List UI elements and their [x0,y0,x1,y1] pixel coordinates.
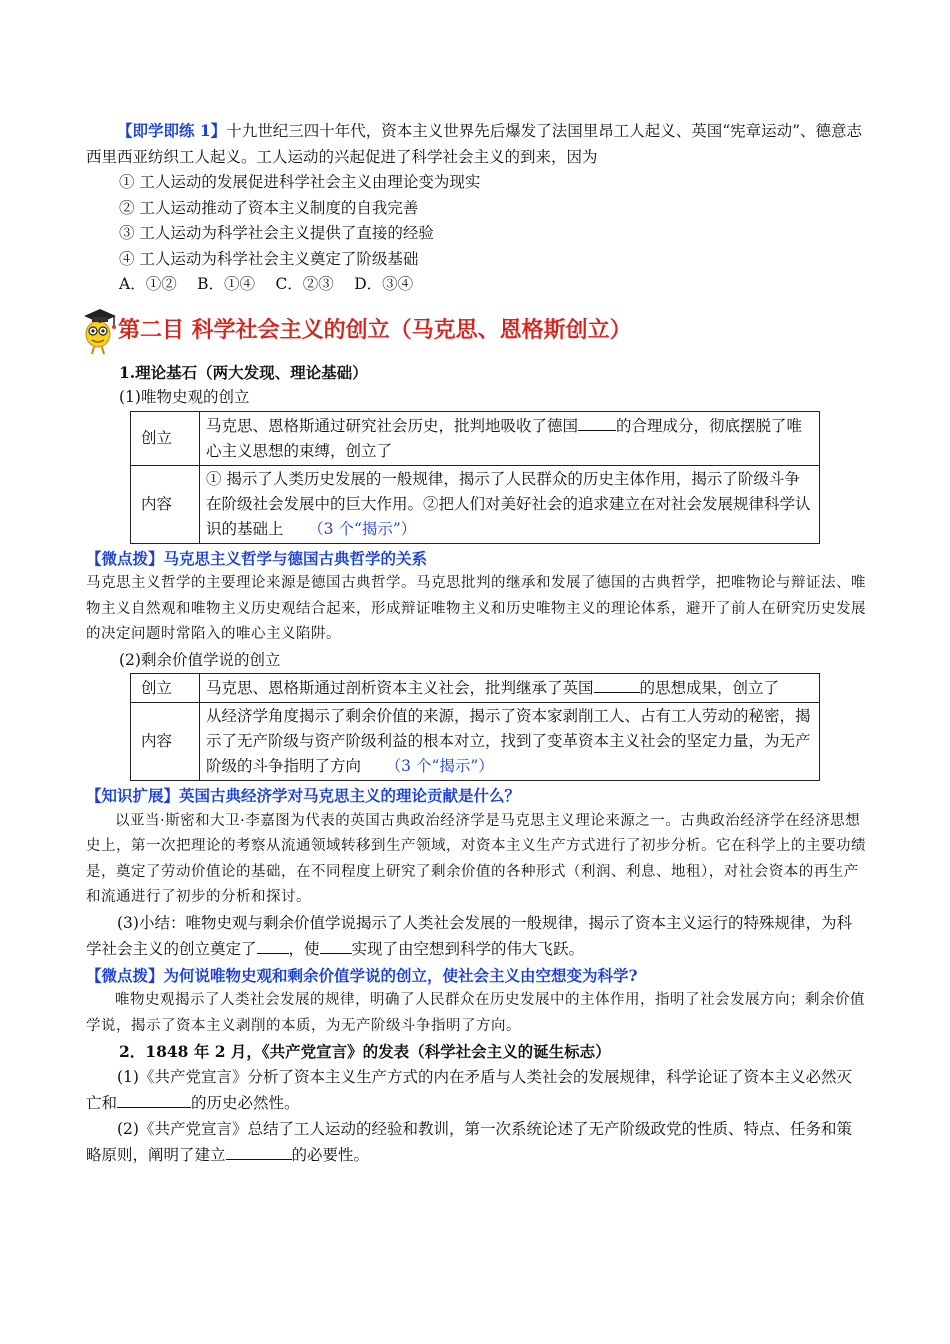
fill-blank[interactable] [320,936,352,954]
para-text: 的必要性。 [291,1146,370,1164]
table-cell [200,674,820,703]
cell-text: 的思想成果，创立了 [639,679,780,697]
part2-p1 [86,1065,866,1117]
document-content [86,118,866,1169]
mascot-icon [80,304,118,356]
table-cell [200,703,820,781]
tip2-title: 【微点拨】为何说唯物史观和剩余价值学说的创立，使社会主义由空想变为科学? [86,965,638,985]
fill-blank[interactable] [594,675,640,693]
cell-text: 马克思、恩格斯通过剖析资本主义社会，批判继承了英国 [206,679,594,697]
practice-stem: 十九世纪三四十年代，资本主义世界先后爆发了法国里昂工人起义、英国“宪章运动”、德意志西里西亚纺织工人起义。工人运动的兴起促进了科学社会主义的到来，因为 [86,122,863,166]
cell-note: （3 个“揭示”） [308,519,417,538]
option-3: ③ 工人运动为科学社会主义提供了直接的经验 [119,224,434,242]
part1-sub1: (1)唯物史观的创立 [119,388,250,406]
fill-blank[interactable] [257,936,289,954]
part2-heading: 2．1848 年 2 月，《共产党宣言》的发表（科学社会主义的诞生标志） [119,1042,611,1061]
table-cell [200,465,820,543]
cell-text: 从经济学角度揭示了剩余价值的来源，揭示了资本家剥削工人、占有工人劳动的秘密，揭示了无产阶级与资产阶级利益的根本对立，找到了变革资本主义社会的坚定力量，为无产阶级的斗争指明了方向 [206,707,811,775]
practice-tag: 【即学即练 1】 [117,121,227,140]
para-text: 的历史必然性。 [191,1094,300,1112]
extension-text: 以亚当·斯密和大卫·李嘉图为代表的英国古典政治经济学是马克思主义理论来源之一。古典政治经济学在经济思想史上，第一次把理论的考察从流通领域转移到生产领域，对资本主义生产方式进行了初步分析。它在科学上的主要功绩是，奠定了劳动价值论的基础，在不同程度上研究了剩余价值的各种形式（利润、利息、地租），对社会资本的再生产和流通进行了初步的分析和探讨。 [86,812,866,905]
cell-text: ① 揭示了人类历史发展的一般规律，揭示了人民群众的历史主体作用，揭示了阶级斗争在阶级社会发展中的巨大作用。②把人们对美好社会的追求建立在对社会发展规律科学认识的基础上 [206,469,811,538]
practice-question [86,118,866,170]
option-1: ① 工人运动的发展促进科学社会主义由理论变为现实 [119,173,481,191]
tip1-title: 【微点拨】马克思主义哲学与德国古典哲学的关系 [86,548,428,568]
table-label: 内容 [131,465,200,543]
answer-choices: A．①② B．①④ C．②③ D．③④ [119,275,414,293]
cell-text: 的合理成分，彻底摆脱了唯心主义思想的束缚，创立了 [206,416,803,460]
summary [86,911,866,963]
summary-text: 实现了由空想到科学的伟大飞跃。 [351,940,585,958]
table-cell [200,411,820,465]
table-row [131,411,820,465]
table-label: 创立 [131,674,200,703]
summary-text: ，使 [288,940,320,958]
part1-sub2: (2)剩余价值学说的创立 [119,650,281,669]
para-text: (2)《共产党宣言》总结了工人运动的经验和教训，第一次系统论述了无产阶级政党的性质、特点、任务和策略原则，阐明了建立 [86,1119,852,1164]
fill-blank[interactable] [578,413,616,431]
table-label: 创立 [131,411,200,465]
table-row [131,703,820,781]
tip2-text: 唯物史观揭示了人类社会发展的规律，明确了人民群众在历史发展中的主体作用，指明了社会发展方向；剩余价值学说，揭示了资本主义剥削的本质，为无产阶级斗争指明了方向。 [86,992,865,1034]
cell-note: （3 个“揭示”） [385,757,494,775]
part1-heading: 1.理论基石（两大发现、理论基础） [119,362,368,382]
fill-blank[interactable] [226,1142,292,1160]
table-row [131,674,820,703]
section-title-text: 第二目 科学社会主义的创立（马克思、恩格斯创立） [118,317,632,343]
table-materialism [130,411,820,544]
para-text: (1)《共产党宣言》分析了资本主义生产方式的内在矛盾与人类社会的发展规律，科学论证了资本主义必然灭亡和 [86,1067,852,1112]
option-2: ② 工人运动推动了资本主义制度的自我完善 [119,198,419,217]
table-surplus-value [130,673,820,781]
extension-title: 【知识扩展】英国古典经济学对马克思主义的理论贡献是什么？ [86,786,521,805]
table-row [131,465,820,543]
option-4: ④ 工人运动为科学社会主义奠定了阶级基础 [119,249,419,268]
section-title [82,308,866,354]
cell-text: 马克思、恩格斯通过研究社会历史，批判地吸收了德国 [206,416,579,435]
fill-blank[interactable] [117,1090,191,1108]
table-label: 内容 [131,703,200,781]
summary-text: (3)小结：唯物史观与剩余价值学说揭示了人类社会发展的一般规律，揭示了资本主义运行的特殊规律，为科学社会主义的创立奠定了 [86,913,852,958]
tip1-text: 马克思主义哲学的主要理论来源是德国古典哲学。马克思批判的继承和发展了德国的古典哲学，把唯物论与辩证法、唯物主义自然观和唯物主义历史观结合起来，形成辩证唯物主义和历史唯物主义的理论体系，避开了前人在研究历史发展的决定问题时常陷入的唯心主义陷阱。 [86,575,866,642]
part2-p2 [86,1117,866,1169]
